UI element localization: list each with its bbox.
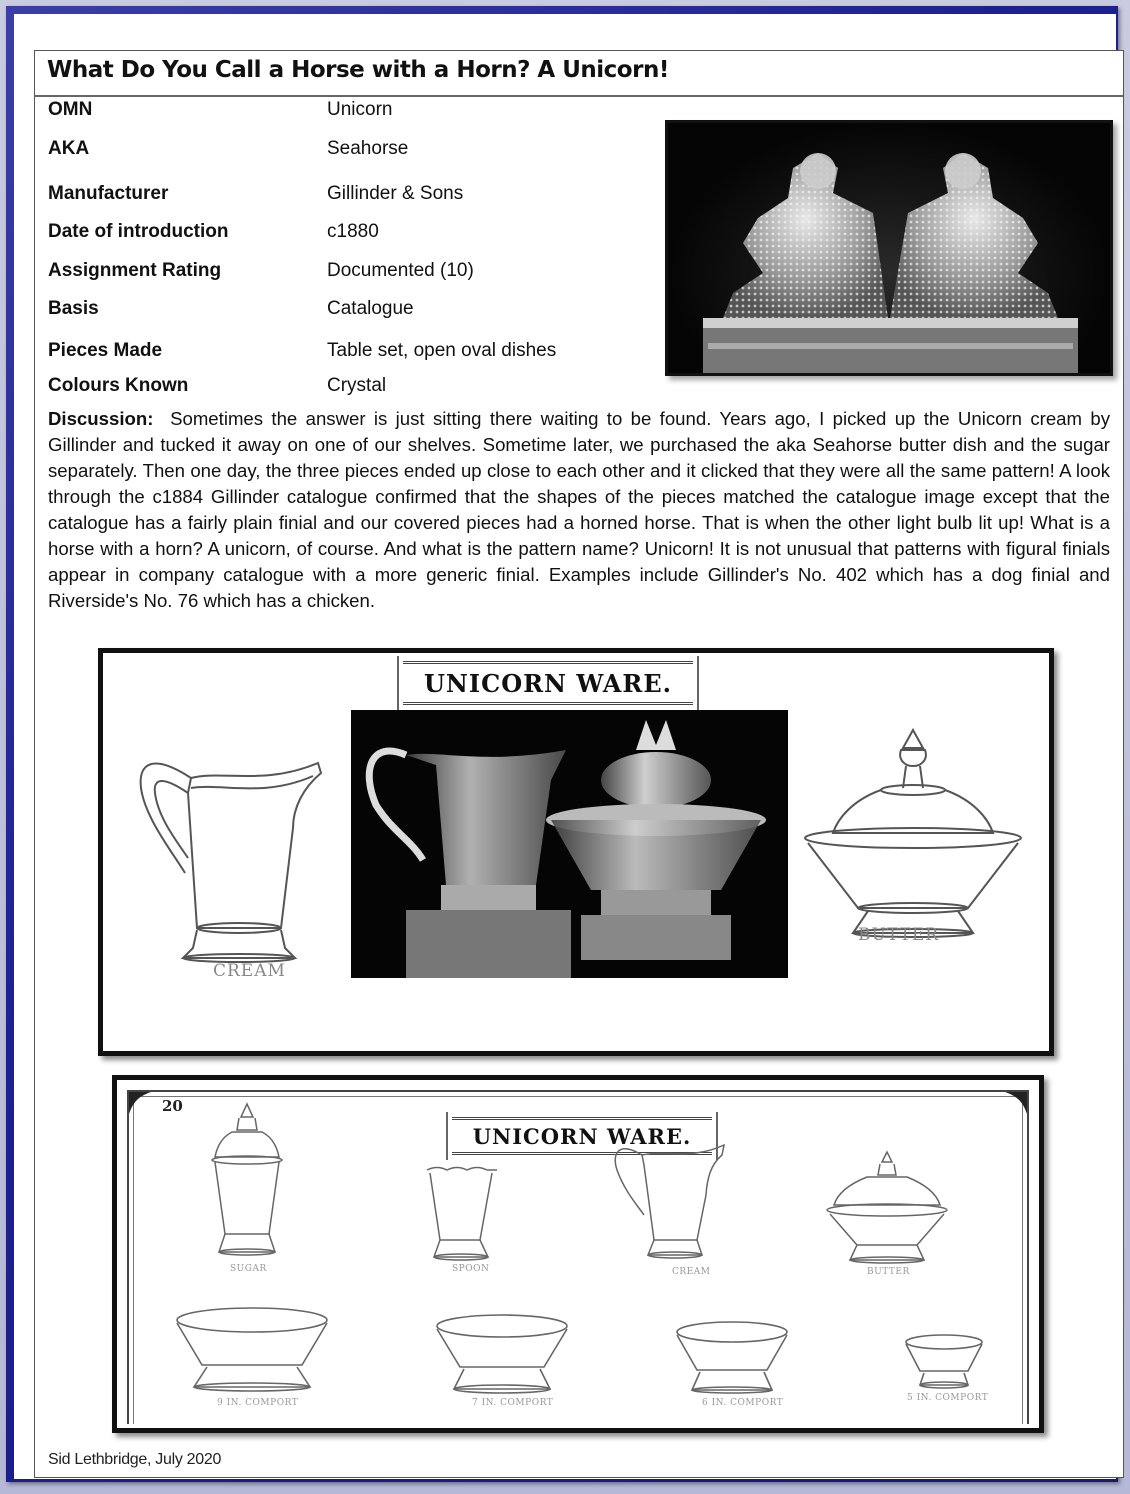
field-value-colours: Crystal: [327, 375, 387, 396]
page-title: What Do You Call a Horse with a Horn? A Unicorn!: [47, 57, 669, 83]
compote-7in-drawing: [432, 1312, 572, 1397]
cream-caption: CREAM: [213, 961, 286, 981]
paper: [14, 14, 1116, 1479]
finial-photo: [665, 120, 1113, 376]
field-value-pieces: Table set, open oval dishes: [327, 340, 557, 361]
compote-6in-drawing: [672, 1320, 792, 1400]
discussion-paragraph: [48, 406, 1110, 614]
caption-compote-6in: 6 IN. COMPORT: [702, 1398, 784, 1408]
compote-5in-drawing: [902, 1333, 987, 1393]
cream-drawing: [133, 748, 333, 963]
catalogue-banner: UNICORN WARE.: [452, 1117, 712, 1155]
field-value-rating: Documented (10): [327, 260, 474, 281]
field-label-manufacturer: Manufacturer: [48, 183, 169, 204]
catalogue-page-panel: [112, 1075, 1044, 1433]
discussion-label: Discussion:: [48, 408, 154, 429]
field-label-pieces: Pieces Made: [48, 340, 163, 361]
ornament-top-right-icon: [1005, 1092, 1027, 1114]
catalogue-butter-drawing: [822, 1150, 952, 1265]
caption-sugar: SUGAR: [230, 1264, 267, 1274]
title-row: [35, 51, 1123, 97]
catalogue-page-number: 20: [162, 1097, 183, 1115]
field-value-aka: Seahorse: [327, 138, 409, 159]
unicorn-ware-banner: UNICORN WARE.: [403, 661, 693, 705]
ornament-top-left-icon: [129, 1092, 151, 1114]
cream-butter-photo: [351, 710, 788, 978]
spooner-drawing: [422, 1165, 502, 1265]
field-value-omn: Unicorn: [327, 99, 393, 120]
field-label-colours: Colours Known: [48, 375, 189, 396]
field-value-basis: Catalogue: [327, 298, 414, 319]
caption-compote-9in: 9 IN. COMPORT: [217, 1398, 299, 1408]
catalogue-cream-drawing: [612, 1140, 732, 1265]
field-label-omn: OMN: [48, 99, 93, 120]
document-sheet: [34, 50, 1124, 1478]
caption-butter: BUTTER: [867, 1267, 910, 1277]
field-label-basis: Basis: [48, 298, 99, 319]
caption-cream: CREAM: [672, 1267, 711, 1277]
author-footer: Sid Lethbridge, July 2020: [48, 1451, 222, 1468]
field-value-date: c1880: [327, 221, 379, 242]
field-label-aka: AKA: [48, 138, 90, 159]
caption-compote-7in: 7 IN. COMPORT: [472, 1398, 554, 1408]
caption-spoon: SPOON: [452, 1264, 490, 1274]
field-value-manufacturer: Gillinder & Sons: [327, 183, 464, 204]
comparison-panel: [98, 648, 1054, 1056]
field-label-rating: Assignment Rating: [48, 260, 222, 281]
compote-9in-drawing: [172, 1305, 332, 1395]
caption-compote-5in: 5 IN. COMPORT: [907, 1393, 989, 1403]
field-label-date: Date of introduction: [48, 221, 229, 242]
butter-drawing: [803, 728, 1033, 948]
sugar-drawing: [197, 1102, 297, 1262]
butter-caption: BUTTER: [858, 925, 940, 945]
discussion-text: Sometimes the answer is just sitting there waiting to be found. Years ago, I picked up the Unicorn cream by Gillinder and tucked it away on one of our shelves. Sometime later, we purchased the aka Seahorse butter dish and the sugar separately. Then one day, the three pieces ended up close to each other and it clicked that they were all the same pattern! A look through the c1884 Gillinder catalogue confirmed that the shapes of the pieces matched the catalogue image except that the catalogue has a fairly plain finial and our covered pieces had a horned horse. That is when the other light bulb lit up! What is a horse with a horn? A unicorn, of course. And what is the pattern name? Unicorn! It is not unusual that patterns with figural finials appear in company catalogue with a more generic finial. Examples include Gillinder's No. 402 which has a dog finial and Riverside's No. 76 which has a chicken.: [48, 408, 1110, 611]
